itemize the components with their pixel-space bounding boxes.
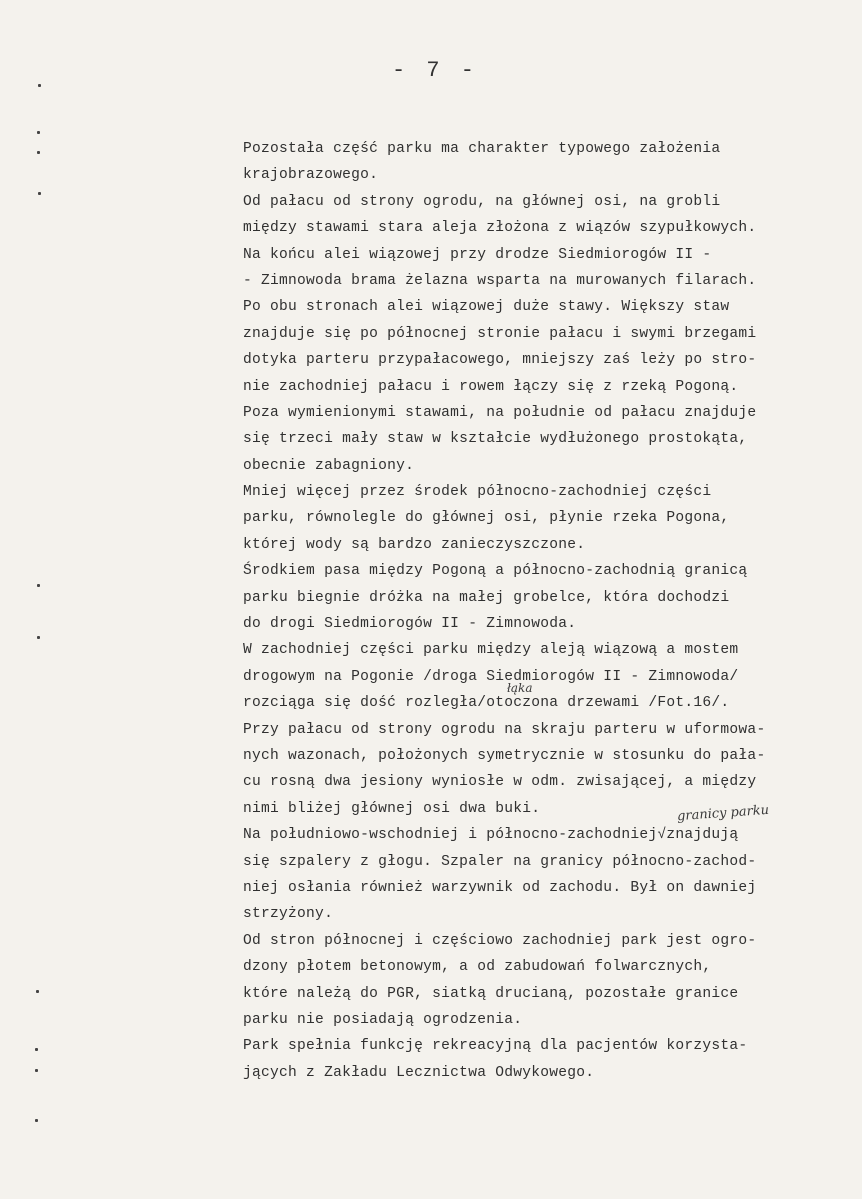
- text-line: nych wazonach, położonych symetrycznie w stosunku do pała-: [243, 747, 766, 764]
- margin-mark: [37, 584, 40, 587]
- margin-mark: [37, 151, 40, 154]
- text-line: dotyka parteru przypałacowego, mniejszy zaś leży po stro-: [243, 352, 757, 369]
- text-line: Od stron północnej i częściowo zachodniej park jest ogro-: [243, 932, 757, 949]
- text-line: krajobrazowego.: [243, 167, 379, 184]
- text-line: Po obu stronach alei wiązowej duże stawy. Większy staw: [243, 299, 730, 316]
- text-line: które należą do PGR, siatką drucianą, pozostałe granice: [243, 985, 739, 1002]
- margin-mark: [37, 131, 40, 134]
- text-line: Na południowo-wschodniej i północno-zachodniej√znajdują: [243, 827, 739, 844]
- text-line: strzyżony.: [243, 906, 334, 923]
- text-line: jących z Zakładu Lecznictwa Odwykowego.: [243, 1064, 595, 1081]
- text-line: nimi bliżej głównej osi dwa buki.: [243, 800, 541, 817]
- text-line: Park spełnia funkcję rekreacyjną dla pacjentów korzysta-: [243, 1038, 748, 1055]
- text-line: się trzeci mały staw w kształcie wydłużonego prostokąta,: [243, 431, 748, 448]
- text-line: Na końcu alei wiązowej przy drodze Siedmiorogów II -: [243, 246, 712, 263]
- body-text: [243, 136, 848, 1086]
- text-line: rozciąga się dość rozległa/otoczona drzewami /Fot.16/.: [243, 695, 730, 712]
- margin-mark: [36, 990, 39, 993]
- text-line: parku biegnie dróżka na małej grobelce, która dochodzi: [243, 589, 730, 606]
- text-line: Od pałacu od strony ogrodu, na głównej osi, na grobli: [243, 193, 721, 210]
- text-line: znajduje się po północnej stronie pałacu i swymi brzegami: [243, 325, 757, 342]
- text-line: której wody są bardzo zanieczyszczone.: [243, 536, 586, 553]
- text-line: Przy pałacu od strony ogrodu na skraju parteru w uformowa-: [243, 721, 766, 738]
- text-line: parku, równolegle do głównej osi, płynie rzeka Pogona,: [243, 510, 730, 527]
- text-line: niej osłania również warzywnik od zachodu. Był on dawniej: [243, 879, 757, 896]
- text-line: do drogi Siedmiorogów II - Zimnowoda.: [243, 616, 577, 633]
- text-line: - Zimnowoda brama żelazna wsparta na murowanych filarach.: [243, 272, 757, 289]
- text-line: Pozostała część parku ma charakter typowego założenia: [243, 141, 721, 157]
- margin-mark: [38, 192, 41, 195]
- text-line: między stawami stara aleja złożona z wiązów szypułkowych.: [243, 220, 757, 237]
- text-line: Poza wymienionymi stawami, na południe od pałacu znajduje: [243, 404, 757, 421]
- margin-mark: [35, 1048, 38, 1051]
- text-line: drogowym na Pogonie /droga Siedmiorogów II - Zimnowoda/: [243, 668, 739, 685]
- page-number: - 7 -: [392, 58, 479, 83]
- margin-mark: [38, 84, 41, 87]
- text-line: się szpalery z głogu. Szpaler na granicy północno-zachod-: [243, 853, 757, 870]
- text-line: dzony płotem betonowym, a od zabudowań folwarcznych,: [243, 959, 712, 976]
- text-line: obecnie zabagniony.: [243, 457, 415, 474]
- text-line: nie zachodniej pałacu i rowem łączy się z rzeką Pogoną.: [243, 378, 739, 395]
- text-line: Mniej więcej przez środek północno-zachodniej części: [243, 484, 712, 501]
- text-line: W zachodniej części parku między aleją wiązową a mostem: [243, 642, 739, 659]
- handwritten-annotation-laka: łąka: [507, 681, 533, 695]
- handwritten-annotation-granicy-parku: granicy parku: [676, 802, 770, 825]
- margin-mark: [37, 636, 40, 639]
- text-line: cu rosną dwa jesiony wyniosłe w odm. zwisającej, a między: [243, 774, 757, 791]
- margin-mark: [35, 1119, 38, 1122]
- text-line: Środkiem pasa między Pogoną a północno-zachodnią granicą: [243, 563, 748, 580]
- margin-mark: [35, 1069, 38, 1072]
- text-line: parku nie posiadają ogrodzenia.: [243, 1011, 523, 1028]
